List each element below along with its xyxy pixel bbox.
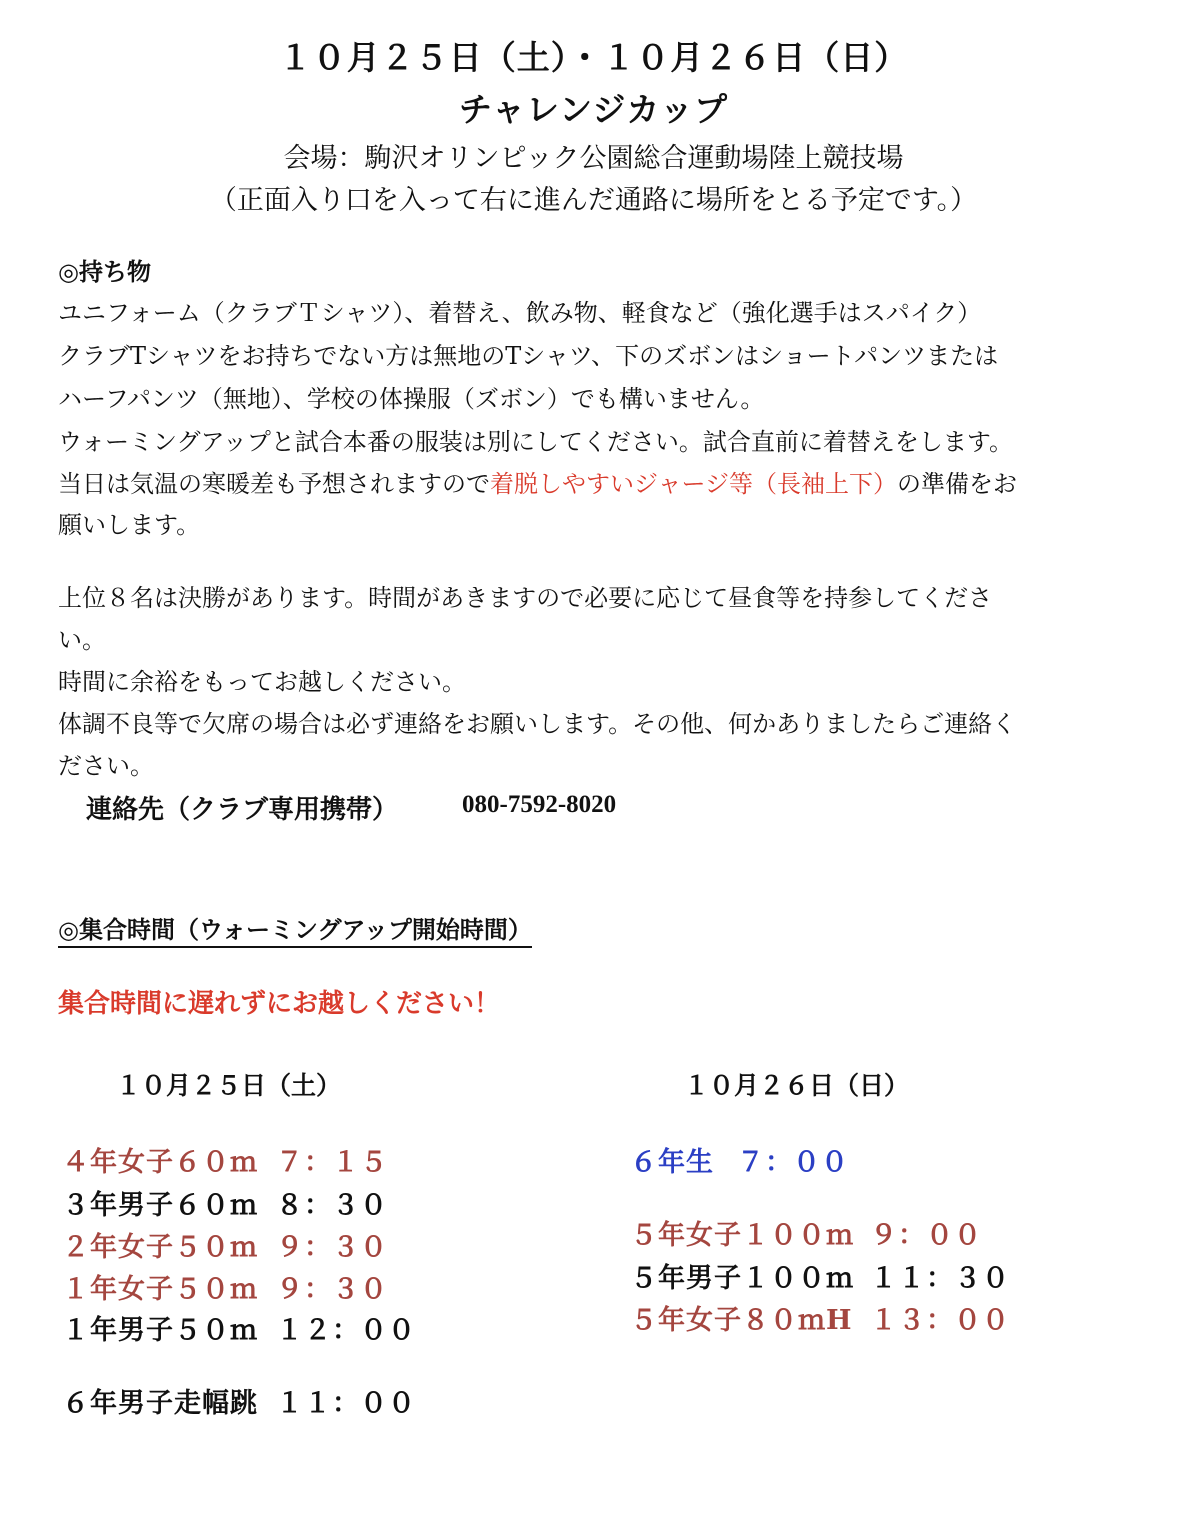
contact-label: 連絡先（クラブ専用携帯） [86,795,399,825]
contact-phone: 080-7592-8020 [462,791,617,818]
schedule-event: １年女子５０ｍ [62,1274,258,1305]
schedule-event: ３年男子６０ｍ [62,1190,258,1221]
schedule-time: ９：００ [870,1220,982,1251]
day1-schedule-row [62,1225,388,1264]
assembly-warning: 集合時間に遅れずにお越しください！ [58,989,501,1019]
notes-line-1: 上位８名は決勝があります。時間があきますので必要に応じて昼食等を持参してくださ [58,584,993,612]
belongings-line-5 [58,464,1017,499]
notes-line-5: ださい。 [58,752,154,780]
day2-date: １０月２６日（日） [684,1071,910,1100]
schedule-event: ５年女子１００ｍ [630,1220,854,1251]
day2-schedule-row [630,1213,982,1252]
schedule-event: ５年女子８０ｍH [630,1305,853,1336]
day1-schedule-row [62,1381,416,1420]
day2-schedule-row [630,1140,849,1179]
belongings-line-4: ウォーミングアップと試合本番の服装は別にしてください。試合直前に着替えをします。 [58,428,1013,456]
event-title: チャレンジカップ [458,90,729,129]
schedule-time: １１：３０ [870,1263,1010,1294]
schedule-event: ５年男子１００ｍ [630,1263,854,1294]
schedule-event: ２年女子５０ｍ [62,1232,258,1263]
schedule-time: １１：００ [276,1388,416,1419]
notes-line-3: 時間に余裕をもってお越しください。 [58,668,466,696]
schedule-time: ８：３０ [276,1190,388,1221]
day1-schedule-row [62,1308,416,1347]
belongings-line-2: クラブTシャツをお持ちでない方は無地のTシャツ、下のズボンはショートパンツまたは [58,342,999,370]
day1-schedule-row [62,1140,388,1179]
belongings-line-6: 願いします。 [58,511,201,539]
schedule-event: ６年男子走幅跳 [62,1388,258,1419]
day2-schedule-row [630,1298,1010,1337]
day1-schedule-row [62,1183,388,1222]
belongings-line-3: ハーフパンツ（無地）、学校の体操服（ズボン）でも構いません。 [58,385,765,413]
day1-schedule-row [62,1267,388,1306]
day2-schedule-row [630,1256,1010,1295]
schedule-time: １２：００ [276,1315,416,1346]
schedule-event: １年男子５０ｍ [62,1315,258,1346]
schedule-event: ４年女子６０ｍ [62,1147,258,1178]
belongings-line-5-post: の準備をお [897,470,1018,498]
venue-note: （正面入り口を入って右に進んだ通路に場所をとる予定です。） [209,185,978,216]
assembly-heading-text: ◎集合時間（ウォーミングアップ開始時間） [58,915,532,948]
schedule-time: １３：００ [870,1305,1010,1336]
schedule-time: ９：３０ [276,1232,388,1263]
assembly-heading [58,910,532,945]
schedule-event: ６年生 [630,1147,714,1178]
belongings-heading: ◎持ち物 [58,257,151,286]
schedule-time: ９：３０ [276,1274,388,1305]
notes-line-2: い。 [58,626,106,654]
notes-line-4: 体調不良等で欠席の場合は必ず連絡をお願いします。その他、何かありましたらご連絡く [58,710,1017,738]
venue-line: 会場：駒沢オリンピック公園総合運動場陸上競技場 [283,143,904,174]
belongings-line-5-pre: 当日は気温の寒暖差も予想されますので [58,470,490,498]
schedule-time: ７：１５ [276,1147,388,1178]
date-heading: １０月２５日（土）・１０月２６日（日） [278,38,909,77]
day1-date: １０月２５日（土） [116,1071,342,1100]
jersey-highlight: 着脱しやすいジャージ等（長袖上下） [490,470,898,498]
schedule-time: ７：００ [737,1147,849,1178]
belongings-line-1: ユニフォーム（クラブＴシャツ）、着替え、飲み物、軽食など（強化選手はスパイク） [58,299,982,327]
